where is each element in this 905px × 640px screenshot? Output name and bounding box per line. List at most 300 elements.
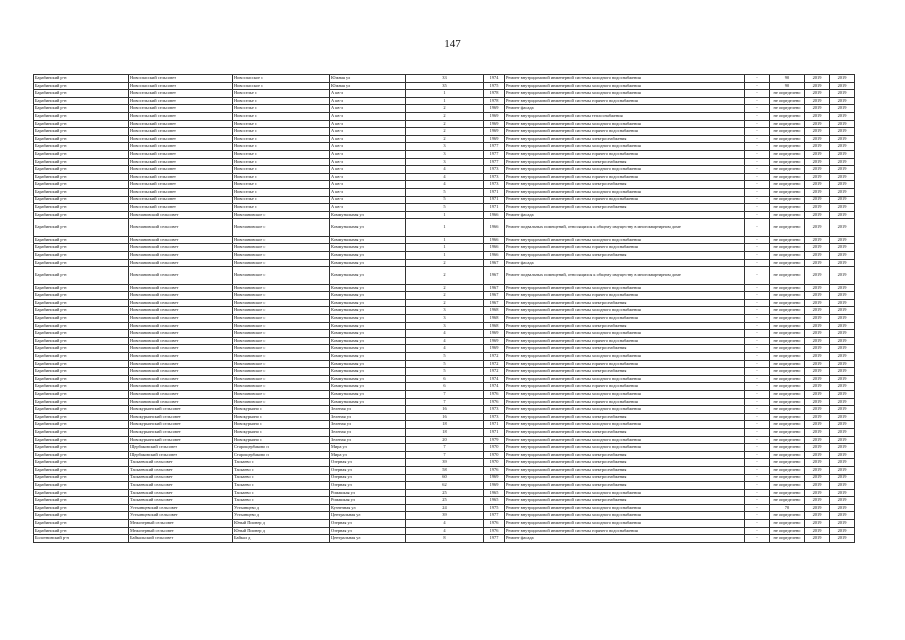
street-cell: Мира ул xyxy=(330,444,406,452)
cost-cell: не определено xyxy=(770,520,805,528)
cost-cell: не определено xyxy=(770,322,805,330)
build-year-cell: 1969 xyxy=(484,112,505,120)
cost-cell: не определено xyxy=(770,166,805,174)
build-year-cell: 1968 xyxy=(484,307,505,315)
street-cell: Ромашкая ул xyxy=(330,489,406,497)
work-type-cell: Ремонт внутридомовой инженерной системы электроснабжения xyxy=(505,413,745,421)
end-year-cell: 2019 xyxy=(830,105,855,113)
house-number-cell: 18 xyxy=(406,428,484,436)
table-row xyxy=(34,90,855,98)
work-type-cell: Ремонт внутридомовой инженерной системы холодного водоснабжения xyxy=(505,307,745,315)
house-number-cell: 2 xyxy=(406,128,484,136)
table-row xyxy=(34,307,855,315)
district-cell: Барабинский р-н xyxy=(34,421,129,429)
dash-cell: - xyxy=(745,398,770,406)
district-cell: Барабинский р-н xyxy=(34,315,129,323)
table-row xyxy=(34,368,855,376)
cost-cell: не определено xyxy=(770,284,805,292)
work-type-cell: Ремонт внутридомовой инженерной системы холодного водоснабжения xyxy=(505,421,745,429)
district-cell: Барабинский р-н xyxy=(34,259,129,267)
table-row xyxy=(34,428,855,436)
start-year-cell: 2019 xyxy=(805,196,830,204)
end-year-cell: 2019 xyxy=(830,251,855,259)
settlement-cell: Новочановское с xyxy=(233,368,330,376)
dash-cell: - xyxy=(745,368,770,376)
start-year-cell: 2019 xyxy=(805,489,830,497)
house-number-cell: 3 xyxy=(406,307,484,315)
work-type-cell: Ремонт фасада xyxy=(505,259,745,267)
district-cell: Барабинский р-н xyxy=(34,284,129,292)
dash-cell: - xyxy=(745,451,770,459)
build-year-cell: 1975 xyxy=(484,504,505,512)
street-cell: А кв-л xyxy=(330,143,406,151)
district-cell: Барабинский р-н xyxy=(34,444,129,452)
build-year-cell: 1973 xyxy=(484,181,505,189)
house-number-cell: 6 xyxy=(406,375,484,383)
street-cell: Коммунальная ул xyxy=(330,383,406,391)
build-year-cell: 1969 xyxy=(484,330,505,338)
cost-cell: не определено xyxy=(770,120,805,128)
settlement-cell: Новоселье с xyxy=(233,204,330,212)
house-number-cell: 2 xyxy=(406,105,484,113)
work-type-cell: Ремонт внутридомовой инженерной системы холодного водоснабжения xyxy=(505,504,745,512)
settlement-cell: Новочановское с xyxy=(233,345,330,353)
dash-cell: - xyxy=(745,135,770,143)
settlement-cell: Новочановское с xyxy=(233,398,330,406)
work-type-cell: Ремонт внутридомовой инженерной системы горячего водоснабжения xyxy=(505,173,745,181)
end-year-cell: 2019 xyxy=(830,173,855,181)
house-number-cell: 60 xyxy=(406,474,484,482)
settlement-cell: Новоселье с xyxy=(233,166,330,174)
house-number-cell: 8 xyxy=(406,535,484,543)
council-cell: Новочановский сельсовет xyxy=(129,251,233,259)
house-number-cell: 2 xyxy=(406,112,484,120)
house-number-cell: 2 xyxy=(406,284,484,292)
settlement-cell: Таскаево с xyxy=(233,482,330,490)
cost-cell: не определено xyxy=(770,105,805,113)
dash-cell: - xyxy=(745,292,770,300)
start-year-cell: 2019 xyxy=(805,244,830,252)
settlement-cell: Новочановское с xyxy=(233,375,330,383)
cost-cell: не определено xyxy=(770,482,805,490)
table-row xyxy=(34,251,855,259)
settlement-cell: Новочановское с xyxy=(233,267,330,285)
start-year-cell: 2019 xyxy=(805,368,830,376)
house-number-cell: 5 xyxy=(406,360,484,368)
street-cell: Зеленая ул xyxy=(330,428,406,436)
cost-cell: не определено xyxy=(770,112,805,120)
house-number-cell: 3 xyxy=(406,143,484,151)
end-year-cell: 2019 xyxy=(830,244,855,252)
street-cell: А кв-л xyxy=(330,105,406,113)
end-year-cell: 2019 xyxy=(830,267,855,285)
work-type-cell: Ремонт фасада xyxy=(505,535,745,543)
work-type-cell: Ремонт внутридомовой инженерной системы холодного водоснабжения xyxy=(505,489,745,497)
dash-cell: - xyxy=(745,259,770,267)
council-cell: Новочановский сельсовет xyxy=(129,360,233,368)
council-cell: Таскаевский сельсовет xyxy=(129,466,233,474)
end-year-cell: 2019 xyxy=(830,90,855,98)
district-cell: Барабинский р-н xyxy=(34,75,129,83)
house-number-cell: 4 xyxy=(406,337,484,345)
dash-cell: - xyxy=(745,527,770,535)
settlement-cell: Новоселье с xyxy=(233,188,330,196)
street-cell: Кузнечная ул xyxy=(330,504,406,512)
end-year-cell: 2019 xyxy=(830,299,855,307)
end-year-cell: 2019 xyxy=(830,315,855,323)
settlement-cell: Новочановское с xyxy=(233,322,330,330)
settlement-cell: Новочановское с xyxy=(233,219,330,237)
council-cell: Новочановский сельсовет xyxy=(129,383,233,391)
build-year-cell: 1976 xyxy=(484,390,505,398)
settlement-cell: Новочановское с xyxy=(233,360,330,368)
dash-cell: - xyxy=(745,428,770,436)
cost-cell: не определено xyxy=(770,428,805,436)
street-cell: Мира ул xyxy=(330,451,406,459)
end-year-cell: 2019 xyxy=(830,166,855,174)
settlement-cell: Новоселье с xyxy=(233,90,330,98)
table-row xyxy=(34,219,855,237)
settlement-cell: Новочановское с xyxy=(233,292,330,300)
build-year-cell: 1969 xyxy=(484,135,505,143)
end-year-cell: 2019 xyxy=(830,97,855,105)
council-cell: Новосельский сельсовет xyxy=(129,120,233,128)
table-row xyxy=(34,188,855,196)
settlement-cell: Таскаево с xyxy=(233,474,330,482)
dash-cell: - xyxy=(745,181,770,189)
district-cell: Барабинский р-н xyxy=(34,428,129,436)
work-type-cell: Ремонт внутридомовой инженерной системы горячего водоснабжения xyxy=(505,196,745,204)
house-number-cell: 4 xyxy=(406,520,484,528)
table-row xyxy=(34,267,855,285)
cost-cell: не определено xyxy=(770,383,805,391)
start-year-cell: 2019 xyxy=(805,82,830,90)
table-row xyxy=(34,504,855,512)
start-year-cell: 2019 xyxy=(805,307,830,315)
end-year-cell: 2019 xyxy=(830,143,855,151)
build-year-cell: 1977 xyxy=(484,143,505,151)
start-year-cell: 2019 xyxy=(805,482,830,490)
table-row xyxy=(34,112,855,120)
house-number-cell: 4 xyxy=(406,527,484,535)
cost-cell: не определено xyxy=(770,251,805,259)
house-number-cell: 1 xyxy=(406,90,484,98)
start-year-cell: 2019 xyxy=(805,75,830,83)
build-year-cell: 1969 xyxy=(484,482,505,490)
settlement-cell: Новочановское с xyxy=(233,353,330,361)
table-row xyxy=(34,535,855,543)
council-cell: Межозерный сельсовет xyxy=(129,520,233,528)
end-year-cell: 2019 xyxy=(830,398,855,406)
end-year-cell: 2019 xyxy=(830,135,855,143)
council-cell: Новосельский сельсовет xyxy=(129,181,233,189)
table-row xyxy=(34,489,855,497)
start-year-cell: 2019 xyxy=(805,219,830,237)
council-cell: Новочановский сельсовет xyxy=(129,267,233,285)
end-year-cell: 2019 xyxy=(830,497,855,505)
start-year-cell: 2019 xyxy=(805,520,830,528)
build-year-cell: 1974 xyxy=(484,75,505,83)
work-type-cell: Ремонт внутридомовой инженерной системы электроснабжения xyxy=(505,251,745,259)
council-cell: Новосельский сельсовет xyxy=(129,166,233,174)
district-cell: Барабинский р-н xyxy=(34,128,129,136)
registry-table xyxy=(33,74,855,543)
start-year-cell: 2019 xyxy=(805,451,830,459)
table-row xyxy=(34,158,855,166)
council-cell: Межозерный сельсовет xyxy=(129,527,233,535)
end-year-cell: 2019 xyxy=(830,112,855,120)
council-cell: Новосельский сельсовет xyxy=(129,173,233,181)
work-type-cell: Ремонт внутридомовой инженерной системы горячего водоснабжения xyxy=(505,128,745,136)
council-cell: Новосельский сельсовет xyxy=(129,143,233,151)
house-number-cell: 4 xyxy=(406,173,484,181)
council-cell: Новочановский сельсовет xyxy=(129,330,233,338)
district-cell: Барабинский р-н xyxy=(34,292,129,300)
end-year-cell: 2019 xyxy=(830,188,855,196)
dash-cell: - xyxy=(745,489,770,497)
end-year-cell: 2019 xyxy=(830,211,855,219)
district-cell: Барабинский р-н xyxy=(34,173,129,181)
house-number-cell: 1 xyxy=(406,97,484,105)
build-year-cell: 1972 xyxy=(484,360,505,368)
start-year-cell: 2019 xyxy=(805,375,830,383)
cost-cell: не определено xyxy=(770,211,805,219)
build-year-cell: 1968 xyxy=(484,315,505,323)
street-cell: Коммунальная ул xyxy=(330,353,406,361)
street-cell: Центральная ул xyxy=(330,512,406,520)
start-year-cell: 2019 xyxy=(805,322,830,330)
cost-cell: не определено xyxy=(770,143,805,151)
start-year-cell: 2019 xyxy=(805,120,830,128)
cost-cell: не определено xyxy=(770,292,805,300)
district-cell: Барабинский р-н xyxy=(34,166,129,174)
start-year-cell: 2019 xyxy=(805,428,830,436)
house-number-cell: 5 xyxy=(406,188,484,196)
table-row xyxy=(34,353,855,361)
table-row xyxy=(34,345,855,353)
end-year-cell: 2019 xyxy=(830,128,855,136)
settlement-cell: Новоселье с xyxy=(233,105,330,113)
table-row xyxy=(34,459,855,467)
cost-cell: не определено xyxy=(770,413,805,421)
council-cell: Таскаевский сельсовет xyxy=(129,459,233,467)
street-cell: Коммунальная ул xyxy=(330,267,406,285)
table-row xyxy=(34,337,855,345)
house-number-cell: 5 xyxy=(406,353,484,361)
dash-cell: - xyxy=(745,82,770,90)
build-year-cell: 1976 xyxy=(484,527,505,535)
dash-cell: - xyxy=(745,375,770,383)
table-row xyxy=(34,173,855,181)
settlement-cell: Старощербаково п xyxy=(233,444,330,452)
work-type-cell: Ремонт внутридомовой инженерной системы горячего водоснабжения xyxy=(505,150,745,158)
start-year-cell: 2019 xyxy=(805,390,830,398)
build-year-cell: 1967 xyxy=(484,292,505,300)
work-type-cell: Ремонт внутридомовой инженерной системы холодного водоснабжения xyxy=(505,520,745,528)
dash-cell: - xyxy=(745,173,770,181)
build-year-cell: 1977 xyxy=(484,158,505,166)
work-type-cell: Ремонт внутридомовой инженерной системы горячего водоснабжения xyxy=(505,360,745,368)
council-cell: Новочановский сельсовет xyxy=(129,259,233,267)
district-cell: Барабинский р-н xyxy=(34,181,129,189)
council-cell: Щербаковский сельсовет xyxy=(129,444,233,452)
council-cell: Новочановский сельсовет xyxy=(129,292,233,300)
cost-cell: не определено xyxy=(770,307,805,315)
dash-cell: - xyxy=(745,204,770,212)
house-number-cell: 5 xyxy=(406,368,484,376)
dash-cell: - xyxy=(745,383,770,391)
district-cell: Барабинский р-н xyxy=(34,489,129,497)
table-row xyxy=(34,520,855,528)
table-row xyxy=(34,150,855,158)
council-cell: Новочановский сельсовет xyxy=(129,244,233,252)
start-year-cell: 2019 xyxy=(805,398,830,406)
cost-cell: не определено xyxy=(770,128,805,136)
district-cell: Барабинский р-н xyxy=(34,466,129,474)
start-year-cell: 2019 xyxy=(805,474,830,482)
district-cell: Барабинский р-н xyxy=(34,504,129,512)
cost-cell: не определено xyxy=(770,474,805,482)
dash-cell: - xyxy=(745,128,770,136)
work-type-cell: Ремонт подвальных помещений, относящихся к общему имуществу в многоквартирном доме xyxy=(505,267,745,285)
build-year-cell: 1977 xyxy=(484,150,505,158)
table-row xyxy=(34,236,855,244)
house-number-cell: 5 xyxy=(406,204,484,212)
dash-cell: - xyxy=(745,353,770,361)
street-cell: Озерная ул xyxy=(330,466,406,474)
street-cell: Озерная ул xyxy=(330,482,406,490)
work-type-cell: Ремонт внутридомовой инженерной системы электроснабжения xyxy=(505,158,745,166)
table-row xyxy=(34,135,855,143)
start-year-cell: 2019 xyxy=(805,299,830,307)
council-cell: Новокурьинский сельсовет xyxy=(129,413,233,421)
work-type-cell: Ремонт внутридомовой инженерной системы холодного водоснабжения xyxy=(505,330,745,338)
table-row xyxy=(34,244,855,252)
settlement-cell: Новоселье с xyxy=(233,143,330,151)
dash-cell: - xyxy=(745,97,770,105)
dash-cell: - xyxy=(745,166,770,174)
district-cell: Барабинский р-н xyxy=(34,112,129,120)
street-cell: Коммунальная ул xyxy=(330,307,406,315)
work-type-cell: Ремонт внутридомовой инженерной системы электроснабжения xyxy=(505,466,745,474)
work-type-cell: Ремонт внутридомовой инженерной системы холодного водоснабжения xyxy=(505,353,745,361)
build-year-cell: 1970 xyxy=(484,444,505,452)
house-number-cell: 1 xyxy=(406,251,484,259)
end-year-cell: 2019 xyxy=(830,413,855,421)
house-number-cell: 5 xyxy=(406,196,484,204)
end-year-cell: 2019 xyxy=(830,322,855,330)
house-number-cell: 4 xyxy=(406,345,484,353)
house-number-cell: 7 xyxy=(406,444,484,452)
house-number-cell: 16 xyxy=(406,413,484,421)
build-year-cell: 1971 xyxy=(484,204,505,212)
settlement-cell: Юный Пионер д xyxy=(233,527,330,535)
council-cell: Новочановский сельсовет xyxy=(129,219,233,237)
district-cell: Барабинский р-н xyxy=(34,97,129,105)
end-year-cell: 2019 xyxy=(830,82,855,90)
build-year-cell: 1969 xyxy=(484,105,505,113)
council-cell: Новочановский сельсовет xyxy=(129,368,233,376)
cost-cell: не определено xyxy=(770,330,805,338)
dash-cell: - xyxy=(745,196,770,204)
house-number-cell: 1 xyxy=(406,219,484,237)
street-cell: А кв-л xyxy=(330,173,406,181)
settlement-cell: Новочановское с xyxy=(233,284,330,292)
house-number-cell: 20 xyxy=(406,436,484,444)
council-cell: Новосельский сельсовет xyxy=(129,105,233,113)
house-number-cell: 4 xyxy=(406,330,484,338)
end-year-cell: 2019 xyxy=(830,421,855,429)
council-cell: Новокурьинский сельсовет xyxy=(129,406,233,414)
table-row xyxy=(34,292,855,300)
build-year-cell: 1973 xyxy=(484,173,505,181)
start-year-cell: 2019 xyxy=(805,383,830,391)
council-cell: Таскаевский сельсовет xyxy=(129,482,233,490)
settlement-cell: Новоселье с xyxy=(233,196,330,204)
settlement-cell: Устьинцево д xyxy=(233,504,330,512)
build-year-cell: 1976 xyxy=(484,466,505,474)
build-year-cell: 1967 xyxy=(484,284,505,292)
build-year-cell: 1966 xyxy=(484,211,505,219)
council-cell: Устьинцевский сельсовет xyxy=(129,504,233,512)
table-row xyxy=(34,120,855,128)
council-cell: Таскаевский сельсовет xyxy=(129,474,233,482)
build-year-cell: 1971 xyxy=(484,188,505,196)
street-cell: Коммунальная ул xyxy=(330,251,406,259)
house-number-cell: 4 xyxy=(406,166,484,174)
end-year-cell: 2019 xyxy=(830,504,855,512)
district-cell: Барабинский р-н xyxy=(34,512,129,520)
table-row xyxy=(34,474,855,482)
table-row xyxy=(34,128,855,136)
cost-cell: не определено xyxy=(770,512,805,520)
settlement-cell: Новочановское с xyxy=(233,259,330,267)
cost-cell: не определено xyxy=(770,406,805,414)
work-type-cell: Ремонт подвальных помещений, относящихся к общему имуществу в многоквартирном доме xyxy=(505,219,745,237)
build-year-cell: 1973 xyxy=(484,406,505,414)
street-cell: Зеленая ул xyxy=(330,421,406,429)
build-year-cell: 1974 xyxy=(484,383,505,391)
work-type-cell: Ремонт внутридомовой инженерной системы теплоснабжения xyxy=(505,112,745,120)
start-year-cell: 2019 xyxy=(805,360,830,368)
council-cell: Новочановский сельсовет xyxy=(129,322,233,330)
house-number-cell: 3 xyxy=(406,322,484,330)
settlement-cell: Байкал д xyxy=(233,535,330,543)
street-cell: Коммунальная ул xyxy=(330,337,406,345)
start-year-cell: 2019 xyxy=(805,497,830,505)
table-row xyxy=(34,204,855,212)
end-year-cell: 2019 xyxy=(830,406,855,414)
council-cell: Щербаковский сельсовет xyxy=(129,451,233,459)
build-year-cell: 1979 xyxy=(484,436,505,444)
work-type-cell: Ремонт внутридомовой инженерной системы электроснабжения xyxy=(505,299,745,307)
settlement-cell: Новочановское с xyxy=(233,251,330,259)
table-row xyxy=(34,413,855,421)
dash-cell: - xyxy=(745,520,770,528)
settlement-cell: Новочановское с xyxy=(233,299,330,307)
cost-cell: не определено xyxy=(770,466,805,474)
council-cell: Новочановский сельсовет xyxy=(129,398,233,406)
house-number-cell: 7 xyxy=(406,390,484,398)
work-type-cell: Ремонт внутридомовой инженерной системы холодного водоснабжения xyxy=(505,236,745,244)
end-year-cell: 2019 xyxy=(830,236,855,244)
start-year-cell: 2019 xyxy=(805,128,830,136)
street-cell: А кв-л xyxy=(330,204,406,212)
house-number-cell: 2 xyxy=(406,135,484,143)
work-type-cell: Ремонт внутридомовой инженерной системы холодного водоснабжения xyxy=(505,444,745,452)
district-cell: Барабинский р-н xyxy=(34,322,129,330)
end-year-cell: 2019 xyxy=(830,219,855,237)
